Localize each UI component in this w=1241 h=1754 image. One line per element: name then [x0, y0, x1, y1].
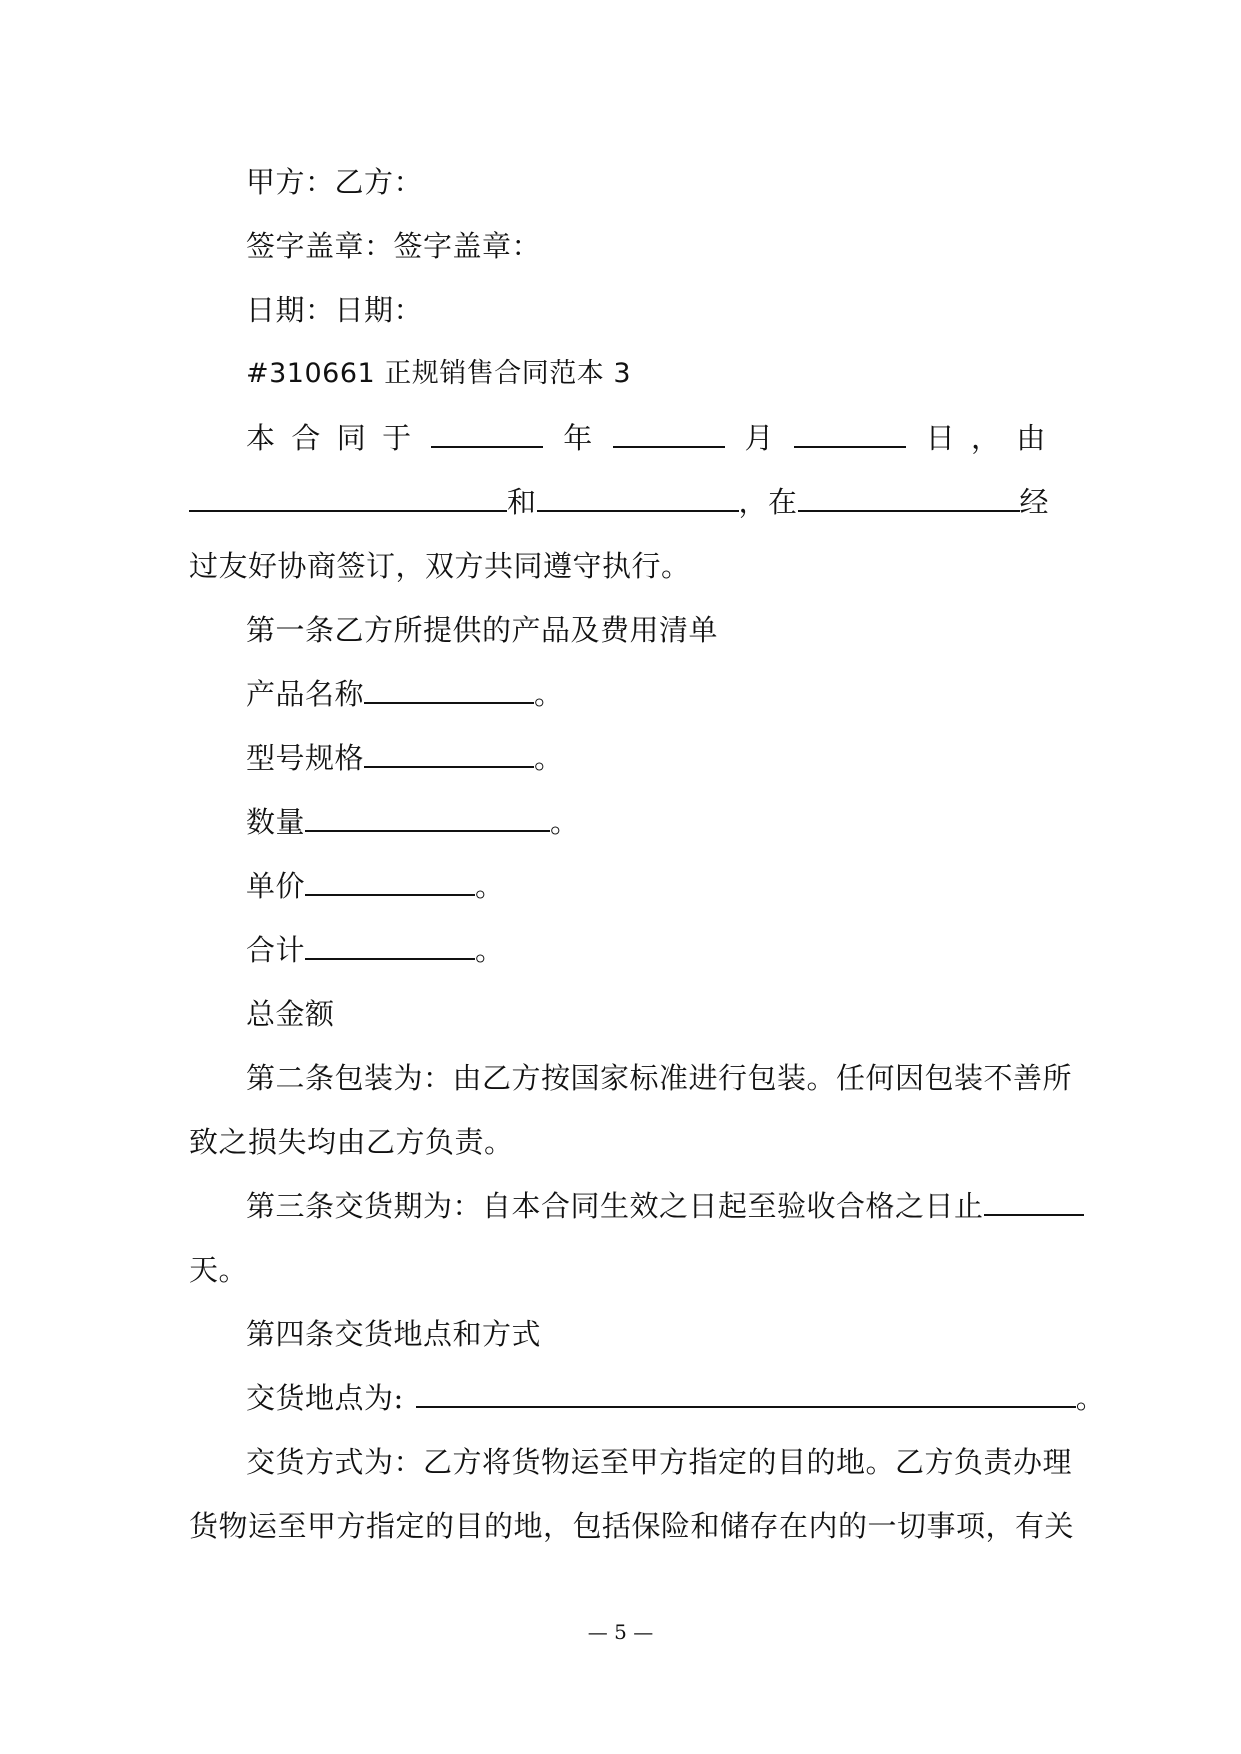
intro-comma: ， [971, 421, 1001, 455]
page-number: — 5 — [587, 1620, 654, 1644]
article3-line-2: 天。 [189, 1253, 249, 1287]
unit-price-row [246, 868, 505, 904]
delivery-location-blank[interactable] [416, 1382, 1076, 1408]
subtotal-period: 。 [475, 933, 505, 967]
intro-and: 和 [507, 485, 537, 519]
delivery-location-label: 交货地点为: [246, 1381, 404, 1415]
intro-char-he: 合 [291, 421, 321, 455]
article2-line-2: 致之损失均由乙方负责。 [189, 1125, 514, 1159]
unit-price-label: 单价 [246, 869, 306, 903]
intro-you: 由 [1016, 421, 1046, 455]
model-blank[interactable] [364, 742, 534, 768]
quantity-row [246, 804, 580, 840]
intro-char-yu: 于 [382, 421, 412, 455]
product-name-label: 产品名称 [246, 677, 365, 711]
delivery-location-period: 。 [1075, 1381, 1106, 1415]
article3-line-1 [246, 1188, 1084, 1224]
product-name-row [246, 676, 564, 712]
model-period: 。 [534, 741, 564, 775]
intro-char-ben: 本 [246, 421, 276, 455]
year-blank[interactable] [431, 422, 543, 448]
intro-day: 日 [925, 421, 956, 455]
signature-parties: 甲方：乙方： [246, 165, 424, 199]
article3-text: 第三条交货期为：自本合同生效之日起至验收合格之日止 [246, 1189, 984, 1223]
party-a-blank[interactable] [189, 486, 507, 512]
quantity-label: 数量 [246, 805, 306, 839]
intro-line-1 [246, 420, 1046, 456]
model-label: 型号规格 [246, 741, 365, 775]
month-blank[interactable] [613, 422, 725, 448]
article1-heading: 第一条乙方所提供的产品及费用清单 [246, 613, 719, 647]
intro-at: ，在 [738, 485, 798, 519]
location-blank[interactable] [798, 486, 1020, 512]
intro-jing: 经 [1019, 485, 1050, 519]
subtotal-row [246, 932, 505, 968]
model-row [246, 740, 564, 776]
product-name-period: 。 [534, 677, 564, 711]
unit-price-period: 。 [475, 869, 505, 903]
delivery-days-blank[interactable] [984, 1190, 1084, 1216]
delivery-method-line-2: 货物运至甲方指定的目的地，包括保险和储存在内的一切事项，有关 [189, 1509, 1075, 1543]
product-name-blank[interactable] [364, 678, 534, 704]
article4-heading: 第四条交货地点和方式 [246, 1317, 542, 1351]
quantity-blank[interactable] [305, 806, 550, 832]
party-b-blank[interactable] [537, 486, 739, 512]
intro-year: 年 [563, 421, 593, 455]
intro-month: 月 [744, 421, 774, 455]
delivery-location-row [246, 1380, 1105, 1416]
unit-price-blank[interactable] [305, 870, 475, 896]
signature-date: 日期：日期： [246, 293, 424, 327]
signature-seal: 签字盖章：签字盖章： [246, 229, 542, 263]
day-blank[interactable] [794, 422, 906, 448]
intro-line-2 [189, 484, 1050, 520]
contract-title: #310661 正规销售合同范本 3 [246, 358, 632, 389]
total-amount: 总金额 [246, 997, 335, 1031]
intro-line-3: 过友好协商签订，双方共同遵守执行。 [189, 549, 691, 583]
intro-char-tong: 同 [336, 421, 367, 455]
quantity-period: 。 [550, 805, 580, 839]
subtotal-blank[interactable] [305, 934, 475, 960]
delivery-method-line-1: 交货方式为：乙方将货物运至甲方指定的目的地。乙方负责办理 [246, 1445, 1073, 1479]
article2-line-1: 第二条包装为：由乙方按国家标准进行包装。任何因包装不善所 [246, 1061, 1073, 1095]
subtotal-label: 合计 [246, 933, 306, 967]
